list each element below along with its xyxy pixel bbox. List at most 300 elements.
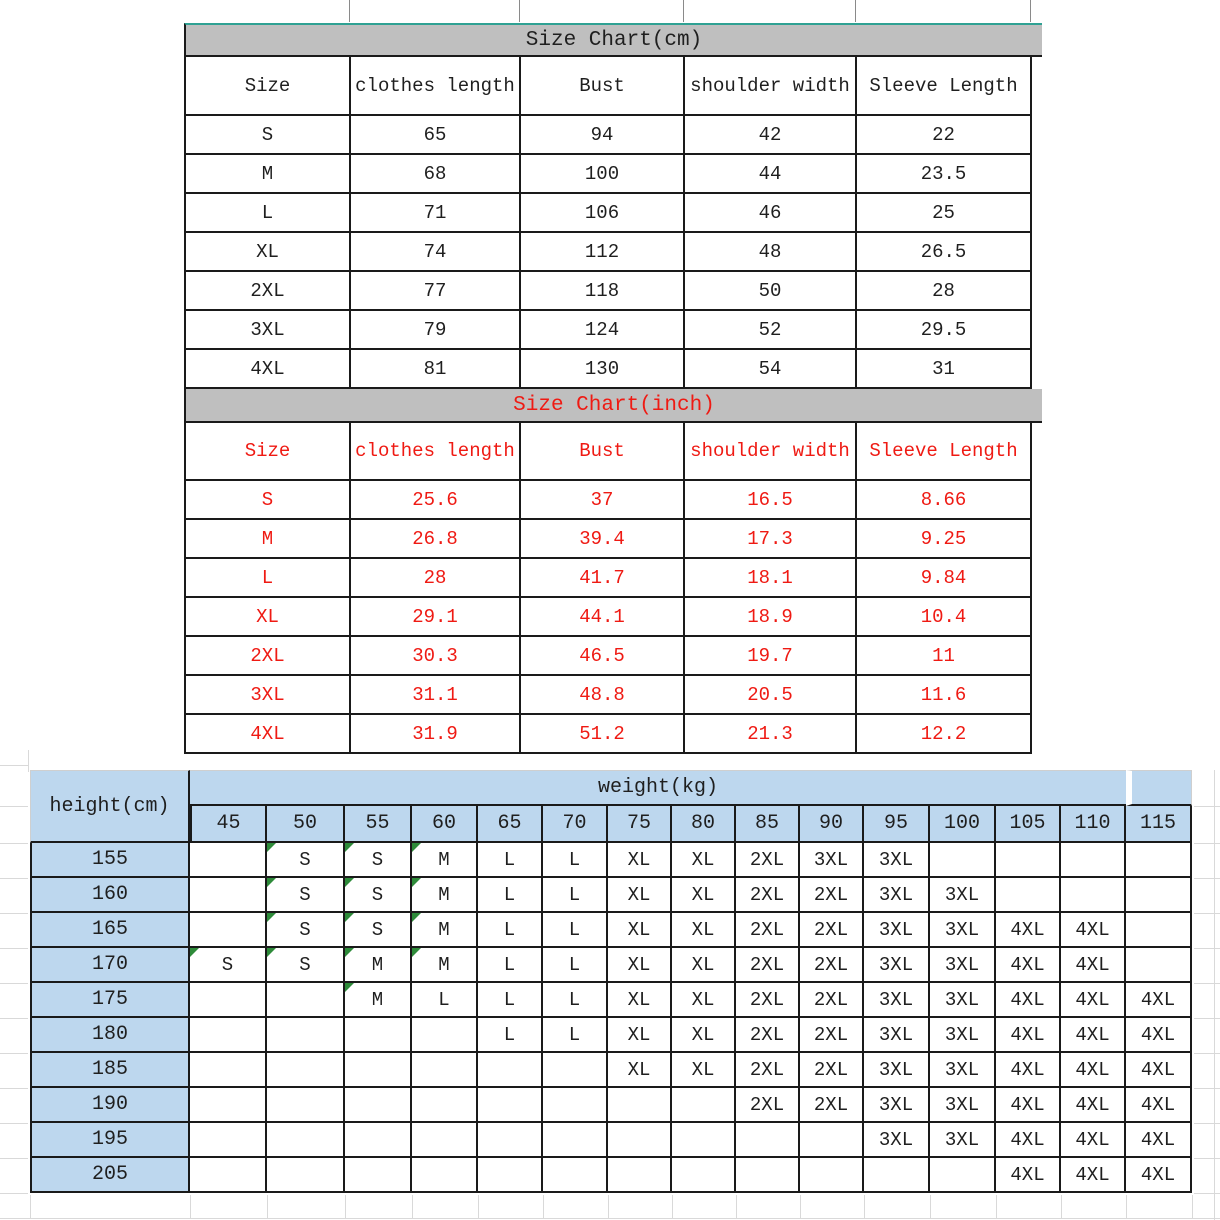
fit-size-cell: S <box>267 948 345 983</box>
fit-size-cell: 4XL <box>996 1018 1061 1053</box>
fit-size-cell <box>267 983 345 1018</box>
size-table-cell: 130 <box>521 350 685 389</box>
background-gridline <box>1194 1018 1220 1019</box>
size-table-cell num: M <box>186 155 351 194</box>
fit-size-cell: 3XL <box>864 983 930 1018</box>
size-table-cell: 18.1 <box>685 559 857 598</box>
fit-size-cell: S <box>345 878 412 913</box>
background-gridline <box>0 1088 28 1089</box>
column-header: Sleeve Length <box>857 423 1032 481</box>
height-weight-fit-table <box>30 770 1192 1193</box>
fit-size-cell: XL <box>672 843 736 878</box>
background-gridline <box>1194 1193 1220 1194</box>
fit-size-cell: XL <box>608 948 672 983</box>
background-gridline <box>1194 878 1220 879</box>
size-table-cell: 16.5 <box>685 481 857 520</box>
size-table-cell: 25.6 <box>351 481 521 520</box>
background-gridline <box>1194 913 1220 914</box>
height-row-label: 165 <box>30 913 190 948</box>
fit-size-cell: 4XL <box>1126 1123 1192 1158</box>
fit-size-cell: XL <box>672 983 736 1018</box>
fit-size-cell: 4XL <box>996 1053 1061 1088</box>
weight-column-header: 60 <box>412 806 478 843</box>
fit-size-cell: XL <box>608 913 672 948</box>
size-table-cell: 25 <box>857 194 1032 233</box>
fit-size-cell: 2XL <box>800 878 864 913</box>
weight-column-header: 55 <box>345 806 412 843</box>
size-chart-inch-grid <box>184 423 1032 754</box>
fit-size-cell: 3XL <box>864 1088 930 1123</box>
height-row-label: 160 <box>30 878 190 913</box>
fit-size-cell: S <box>345 913 412 948</box>
fit-size-cell: XL <box>608 1018 672 1053</box>
size-table-cell num: M <box>186 520 351 559</box>
size-table-cell num: L <box>186 194 351 233</box>
column-header: clothes length <box>351 57 521 116</box>
fit-size-cell: 2XL <box>736 1088 800 1123</box>
size-table-cell: 44 <box>685 155 857 194</box>
fit-size-cell <box>608 1158 672 1193</box>
fit-size-cell <box>345 1018 412 1053</box>
size-table-cell: 28 <box>351 559 521 598</box>
size-chart-cm-table <box>184 23 1042 389</box>
size-chart-cm-grid <box>184 57 1032 389</box>
size-table-cell num: S <box>186 116 351 155</box>
size-table-cell: 124 <box>521 311 685 350</box>
fit-size-cell <box>543 1158 608 1193</box>
fit-size-cell: 3XL <box>930 1053 996 1088</box>
column-header: shoulder width <box>685 423 857 481</box>
fit-size-cell <box>190 1018 267 1053</box>
background-gridline <box>1194 1088 1220 1089</box>
fit-size-cell <box>412 1018 478 1053</box>
fit-size-cell: 3XL <box>930 1123 996 1158</box>
background-gridline <box>1194 843 1220 844</box>
size-table-cell: 31.9 <box>351 715 521 754</box>
background-gridline <box>345 1195 346 1218</box>
fit-size-cell <box>190 878 267 913</box>
background-gridline <box>672 1195 673 1218</box>
fit-size-cell <box>190 1123 267 1158</box>
size-table-cell: 48.8 <box>521 676 685 715</box>
fit-size-cell: 4XL <box>1061 1088 1126 1123</box>
fit-size-cell <box>412 1158 478 1193</box>
size-table-cell: 28 <box>857 272 1032 311</box>
fit-size-cell <box>1126 913 1192 948</box>
size-table-cell: 51.2 <box>521 715 685 754</box>
fit-size-cell: L <box>478 843 543 878</box>
background-gridline <box>412 1195 413 1218</box>
fit-size-cell: L <box>412 983 478 1018</box>
fit-size-cell: 4XL <box>996 983 1061 1018</box>
fit-size-cell: XL <box>608 1053 672 1088</box>
fit-size-cell: M <box>412 878 478 913</box>
size-table-cell: 20.5 <box>685 676 857 715</box>
size-table-cell num: 2XL <box>186 272 351 311</box>
background-gridline <box>608 1195 609 1218</box>
fit-size-cell: 4XL <box>1126 1088 1192 1123</box>
fit-size-cell: L <box>543 1018 608 1053</box>
fit-size-cell <box>672 1158 736 1193</box>
background-gridline <box>864 1195 865 1218</box>
size-table-cell: 50 <box>685 272 857 311</box>
size-table-cell: 23.5 <box>857 155 1032 194</box>
fit-size-cell: 2XL <box>736 983 800 1018</box>
background-gridline <box>0 983 28 984</box>
fit-size-cell <box>267 1158 345 1193</box>
fit-size-cell: 3XL <box>864 878 930 913</box>
size-table-cell: 54 <box>685 350 857 389</box>
size-table-cell: 42 <box>685 116 857 155</box>
column-header: Size <box>186 423 351 481</box>
fit-size-cell: 2XL <box>736 878 800 913</box>
background-gridline <box>0 1158 28 1159</box>
size-table-cell: 29.1 <box>351 598 521 637</box>
fit-size-cell: 4XL <box>1061 983 1126 1018</box>
fit-size-cell: XL <box>608 878 672 913</box>
size-table-cell: 37 <box>521 481 685 520</box>
fit-size-cell <box>736 1123 800 1158</box>
size-table-cell: 31 <box>857 350 1032 389</box>
size-table-cell: 19.7 <box>685 637 857 676</box>
column-header: Bust <box>521 423 685 481</box>
size-table-cell num: XL <box>186 598 351 637</box>
fit-size-cell <box>672 1123 736 1158</box>
fit-size-cell: XL <box>672 878 736 913</box>
fit-size-cell: L <box>543 983 608 1018</box>
weight-column-header: 45 <box>190 806 267 843</box>
fit-size-cell: 3XL <box>864 1018 930 1053</box>
size-table-cell: 81 <box>351 350 521 389</box>
background-gridline <box>0 1123 28 1124</box>
background-gridline <box>0 765 28 766</box>
background-gridline <box>1194 948 1220 949</box>
fit-size-cell <box>930 1158 996 1193</box>
fit-size-cell <box>800 1123 864 1158</box>
background-gridline <box>0 806 28 807</box>
weight-column-header: 95 <box>864 806 930 843</box>
size-table-cell: 9.25 <box>857 520 1032 559</box>
size-table-cell num: S <box>186 481 351 520</box>
size-table-cell: 79 <box>351 311 521 350</box>
size-table-cell: 41.7 <box>521 559 685 598</box>
size-table-cell: 68 <box>351 155 521 194</box>
background-gridline <box>0 913 28 914</box>
size-chart-cm-title: Size Chart(cm) <box>184 23 1042 57</box>
column-header: clothes length <box>351 423 521 481</box>
fit-size-cell: 4XL <box>996 948 1061 983</box>
size-table-cell: 77 <box>351 272 521 311</box>
background-gridline <box>0 878 28 879</box>
fit-size-cell: 4XL <box>1126 1158 1192 1193</box>
fit-size-cell: L <box>478 983 543 1018</box>
background-gridline <box>0 1218 1220 1219</box>
fit-size-cell: S <box>267 878 345 913</box>
height-row-label: 190 <box>30 1088 190 1123</box>
size-table-cell: 46.5 <box>521 637 685 676</box>
background-gridline <box>1194 1053 1220 1054</box>
fit-size-cell: XL <box>608 983 672 1018</box>
weight-column-header: 105 <box>996 806 1061 843</box>
fit-size-cell <box>190 843 267 878</box>
fit-size-cell: L <box>478 1018 543 1053</box>
weight-column-header: 70 <box>543 806 608 843</box>
fit-size-cell: 2XL <box>736 1053 800 1088</box>
background-gridline <box>543 1195 544 1218</box>
fit-size-cell: XL <box>672 913 736 948</box>
size-table-cell: 39.4 <box>521 520 685 559</box>
size-table-cell: 22 <box>857 116 1032 155</box>
size-table-cell: 26.8 <box>351 520 521 559</box>
fit-size-cell: 4XL <box>1126 1018 1192 1053</box>
fit-size-cell: 4XL <box>1126 1053 1192 1088</box>
fit-size-cell: 2XL <box>736 843 800 878</box>
fit-size-cell: XL <box>672 1018 736 1053</box>
fit-size-cell <box>543 1088 608 1123</box>
background-gridline <box>1061 1195 1062 1218</box>
fit-size-cell: S <box>345 843 412 878</box>
fit-size-cell <box>190 1158 267 1193</box>
size-table-cell: 11 <box>857 637 1032 676</box>
fit-size-cell <box>190 1053 267 1088</box>
height-corner-label: height(cm) <box>30 770 190 843</box>
fit-size-cell <box>1061 878 1126 913</box>
fit-size-cell: 3XL <box>930 1088 996 1123</box>
size-table-cell num: L <box>186 559 351 598</box>
fit-size-cell: L <box>543 878 608 913</box>
background-gridline <box>1030 0 1031 22</box>
fit-size-cell: S <box>267 843 345 878</box>
fit-size-cell <box>996 843 1061 878</box>
size-table-cell: 30.3 <box>351 637 521 676</box>
weight-column-header: 65 <box>478 806 543 843</box>
fit-size-cell <box>608 1123 672 1158</box>
background-gridline <box>28 750 29 772</box>
fit-size-cell <box>267 1053 345 1088</box>
size-table-cell num: 4XL <box>186 350 351 389</box>
size-table-cell num: 2XL <box>186 637 351 676</box>
fit-size-cell <box>478 1158 543 1193</box>
fit-size-cell <box>672 1088 736 1123</box>
weight-column-header: 75 <box>608 806 672 843</box>
fit-size-cell <box>736 1158 800 1193</box>
fit-size-cell: 3XL <box>864 1123 930 1158</box>
fit-size-cell <box>478 1123 543 1158</box>
fit-size-cell: 2XL <box>800 1018 864 1053</box>
size-table-cell: 12.2 <box>857 715 1032 754</box>
fit-size-cell <box>543 1053 608 1088</box>
background-gridline <box>736 1195 737 1218</box>
fit-size-cell <box>412 1088 478 1123</box>
size-table-cell: 71 <box>351 194 521 233</box>
weight-column-header: 90 <box>800 806 864 843</box>
fit-size-cell: 3XL <box>864 913 930 948</box>
fit-size-cell: S <box>267 913 345 948</box>
fit-size-cell: 4XL <box>1061 1123 1126 1158</box>
fit-size-cell <box>345 1053 412 1088</box>
fit-size-cell: S <box>190 948 267 983</box>
background-gridline <box>800 1195 801 1218</box>
size-table-cell num: 3XL <box>186 676 351 715</box>
weight-header-blank-cell <box>1126 770 1192 806</box>
fit-size-cell: M <box>345 948 412 983</box>
fit-size-cell: 2XL <box>800 948 864 983</box>
height-row-label: 180 <box>30 1018 190 1053</box>
fit-size-cell <box>267 1018 345 1053</box>
fit-size-cell: 2XL <box>736 1018 800 1053</box>
column-header: Sleeve Length <box>857 57 1032 116</box>
size-table-cell: 44.1 <box>521 598 685 637</box>
fit-size-cell: M <box>345 983 412 1018</box>
fit-size-cell <box>267 1123 345 1158</box>
weight-column-header: 110 <box>1061 806 1126 843</box>
fit-size-cell <box>608 1088 672 1123</box>
fit-size-cell: 2XL <box>736 948 800 983</box>
background-gridline <box>1194 806 1220 807</box>
height-row-label: 170 <box>30 948 190 983</box>
size-table-cell num: 4XL <box>186 715 351 754</box>
size-table-cell: 112 <box>521 233 685 272</box>
fit-size-cell: M <box>412 843 478 878</box>
height-row-label: 205 <box>30 1158 190 1193</box>
fit-size-cell: 2XL <box>736 913 800 948</box>
size-table-cell: 26.5 <box>857 233 1032 272</box>
fit-size-cell: 3XL <box>864 948 930 983</box>
fit-size-cell <box>864 1158 930 1193</box>
fit-size-cell: 3XL <box>864 1053 930 1088</box>
background-gridline <box>1214 770 1215 1220</box>
size-chart-inch-table <box>184 389 1042 754</box>
fit-size-cell: 3XL <box>930 913 996 948</box>
fit-size-cell: 3XL <box>930 983 996 1018</box>
fit-size-cell: 3XL <box>930 878 996 913</box>
background-gridline <box>190 1195 191 1218</box>
fit-size-cell: 4XL <box>1061 1018 1126 1053</box>
fit-size-cell <box>1126 843 1192 878</box>
fit-size-cell: 4XL <box>996 1123 1061 1158</box>
size-table-cell num: XL <box>186 233 351 272</box>
fit-size-cell <box>267 1088 345 1123</box>
size-table-cell num: 3XL <box>186 311 351 350</box>
size-table-cell: 46 <box>685 194 857 233</box>
height-row-label: 155 <box>30 843 190 878</box>
fit-size-cell: 4XL <box>1061 1158 1126 1193</box>
fit-size-cell <box>190 1088 267 1123</box>
fit-size-cell: L <box>543 843 608 878</box>
fit-size-cell <box>412 1053 478 1088</box>
height-row-label: 195 <box>30 1123 190 1158</box>
size-table-cell: 94 <box>521 116 685 155</box>
fit-size-cell: L <box>543 913 608 948</box>
fit-size-cell <box>996 878 1061 913</box>
fit-size-cell <box>345 1123 412 1158</box>
size-table-cell: 118 <box>521 272 685 311</box>
fit-size-cell: 4XL <box>1061 913 1126 948</box>
fit-size-cell <box>412 1123 478 1158</box>
size-table-cell: 29.5 <box>857 311 1032 350</box>
background-gridline <box>267 1195 268 1218</box>
size-table-cell: 11.6 <box>857 676 1032 715</box>
fit-size-cell: 2XL <box>800 983 864 1018</box>
size-table-cell: 9.84 <box>857 559 1032 598</box>
background-gridline <box>0 1193 28 1194</box>
fit-size-cell: 3XL <box>864 843 930 878</box>
fit-size-cell: 4XL <box>996 1088 1061 1123</box>
fit-size-cell <box>1061 843 1126 878</box>
background-gridline <box>0 948 28 949</box>
weight-column-header: 115 <box>1126 806 1192 843</box>
size-table-cell: 65 <box>351 116 521 155</box>
size-table-cell: 74 <box>351 233 521 272</box>
fit-size-cell <box>930 843 996 878</box>
fit-size-cell: XL <box>672 948 736 983</box>
background-gridline <box>30 1195 31 1218</box>
weight-column-header: 85 <box>736 806 800 843</box>
fit-size-cell <box>800 1158 864 1193</box>
fit-size-cell: L <box>478 913 543 948</box>
fit-size-cell <box>478 1088 543 1123</box>
fit-size-cell <box>345 1088 412 1123</box>
size-table-cell: 10.4 <box>857 598 1032 637</box>
column-header: shoulder width <box>685 57 857 116</box>
size-table-cell: 18.9 <box>685 598 857 637</box>
size-table-cell: 8.66 <box>857 481 1032 520</box>
weight-group-label: weight(kg) <box>190 770 1126 806</box>
fit-size-cell: 4XL <box>1126 983 1192 1018</box>
fit-size-cell: M <box>412 948 478 983</box>
background-gridline <box>855 0 856 22</box>
fit-size-cell: 3XL <box>930 948 996 983</box>
fit-size-cell <box>190 913 267 948</box>
fit-size-cell: XL <box>608 843 672 878</box>
background-gridline <box>1194 1158 1220 1159</box>
size-table-cell: 21.3 <box>685 715 857 754</box>
fit-size-cell: 4XL <box>1061 948 1126 983</box>
fit-size-cell: 4XL <box>996 1158 1061 1193</box>
height-row-label: 175 <box>30 983 190 1018</box>
column-header: Size <box>186 57 351 116</box>
background-gridline <box>930 1195 931 1218</box>
fit-size-cell: 4XL <box>996 913 1061 948</box>
size-table-cell: 31.1 <box>351 676 521 715</box>
background-gridline <box>1194 983 1220 984</box>
fit-size-cell: 2XL <box>800 1053 864 1088</box>
fit-size-cell: 2XL <box>800 913 864 948</box>
background-gridline <box>0 843 28 844</box>
fit-size-cell <box>543 1123 608 1158</box>
background-gridline <box>0 1053 28 1054</box>
weight-column-header: 80 <box>672 806 736 843</box>
background-gridline <box>0 1018 28 1019</box>
fit-size-cell: 3XL <box>800 843 864 878</box>
fit-size-cell <box>1126 878 1192 913</box>
fit-size-cell: L <box>478 878 543 913</box>
fit-size-cell <box>478 1053 543 1088</box>
fit-size-cell: 2XL <box>800 1088 864 1123</box>
background-gridline <box>683 0 684 22</box>
background-gridline <box>1194 1123 1220 1124</box>
background-gridline <box>996 1195 997 1218</box>
fit-size-cell <box>345 1158 412 1193</box>
column-header: Bust <box>521 57 685 116</box>
size-table-cell: 48 <box>685 233 857 272</box>
fit-size-cell <box>190 983 267 1018</box>
background-gridline <box>519 0 520 22</box>
fit-size-cell: 3XL <box>930 1018 996 1053</box>
background-gridline <box>478 1195 479 1218</box>
fit-size-cell <box>1126 948 1192 983</box>
size-chart-inch-title: Size Chart(inch) <box>184 389 1042 423</box>
